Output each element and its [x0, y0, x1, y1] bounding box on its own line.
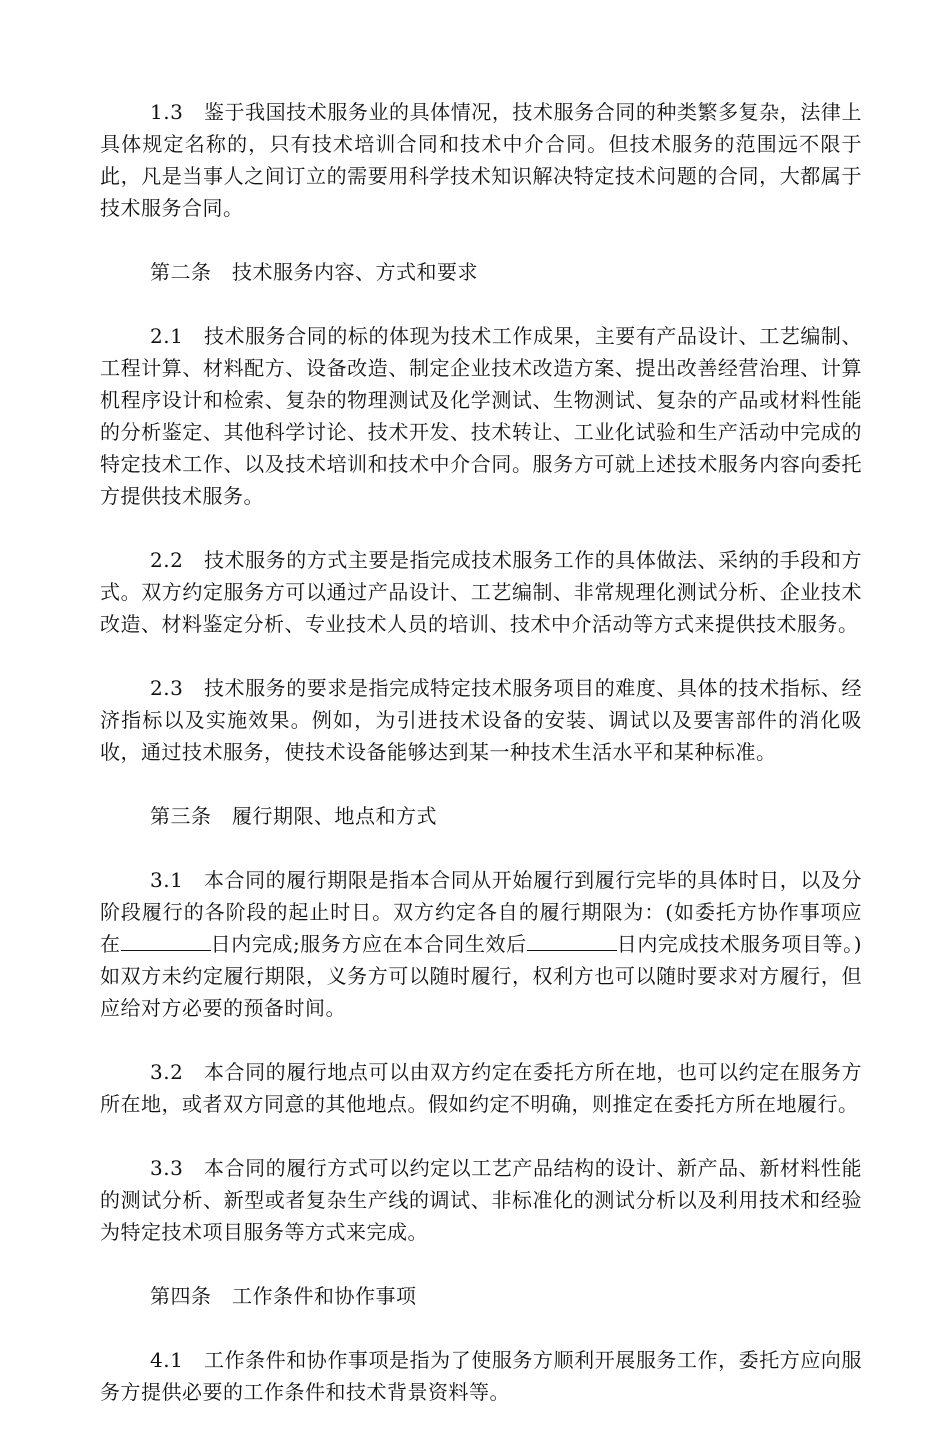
document-page — [100, 96, 862, 1440]
clause-2-3: 2.3 技术服务的要求是指完成特定技术服务项目的难度、具体的技术指标、经济指标以及实施效果。例如，为引进技术设备的安装、调试以及要害部件的消化吸收，通过技术服务，使技术设备能够达到某一种技术生活水平和某种标准。 — [100, 676, 862, 764]
clause-2-2: 2.2 技术服务的方式主要是指完成技术服务工作的具体做法、采纳的手段和方式。双方约定服务方可以通过产品设计、工艺编制、非常规理化测试分析、企业技术改造、材料鉴定分析、专业技术人员的培训、技术中介活动等方式来提供技术服务。 — [100, 548, 862, 636]
clause-3-1-part-b: 日内完成;服务方应在本合同生效后 — [210, 932, 527, 956]
article-4-heading: 第四条 工作条件和协作事项 — [150, 1284, 417, 1308]
clause-3-1-part-a: 3.1 本合同的履行期限是指本合同从开始履行到履行完毕的具体时日，以及分阶段履行的各阶段的起止时日。双方约定各自的履行期限为：(如委托方协作事项应在 — [100, 868, 862, 956]
clause-3-1-part-c: 日内完成技术服务项目等。)如双方未约定履行期限，义务方可以随时履行，权利方也可以随时要求对方履行，但应给对方必要的预备时间。 — [100, 932, 862, 1020]
clause-2-1: 2.1 技术服务合同的标的体现为技术工作成果，主要有产品设计、工艺编制、工程计算、材料配方、设备改造、制定企业技术改造方案、提出改善经营治理、计算机程序设计和检索、复杂的物理测试及化学测试、生物测试、复杂的产品或材料性能的分析鉴定、其他科学讨论、技术开发、技术转让、工业化试验和生产活动中完成的特定技术工作、以及技术培训和技术中介合同。服务方可就上述技术服务内容向委托方提供技术服务。 — [100, 324, 862, 508]
blank-line — [121, 932, 211, 951]
clause-3-3: 3.3 本合同的履行方式可以约定以工艺产品结构的设计、新产品、新材料性能的测试分析、新型或者复杂生产线的调试、非标准化的测试分析以及利用技术和经验为特定技术项目服务等方式来完成。 — [100, 1156, 862, 1244]
clause-4-1: 4.1 工作条件和协作事项是指为了使服务方顺利开展服务工作，委托方应向服务方提供必要的工作条件和技术背景资料等。 — [100, 1348, 862, 1404]
clause-1-3: 1.3 鉴于我国技术服务业的具体情况，技术服务合同的种类繁多复杂，法律上具体规定名称的，只有技术培训合同和技术中介合同。但技术服务的范围远不限于此，凡是当事人之间订立的需要用科学技术知识解决特定技术问题的合同，大都属于技术服务合同。 — [100, 100, 862, 220]
article-2-heading: 第二条 技术服务内容、方式和要求 — [150, 260, 478, 284]
blank-line — [527, 932, 617, 951]
article-3-heading: 第三条 履行期限、地点和方式 — [150, 804, 437, 828]
clause-3-2: 3.2 本合同的履行地点可以由双方约定在委托方所在地，也可以约定在服务方所在地，或者双方同意的其他地点。假如约定不明确，则推定在委托方所在地履行。 — [100, 1060, 862, 1116]
clause-3-1 — [100, 864, 862, 1024]
